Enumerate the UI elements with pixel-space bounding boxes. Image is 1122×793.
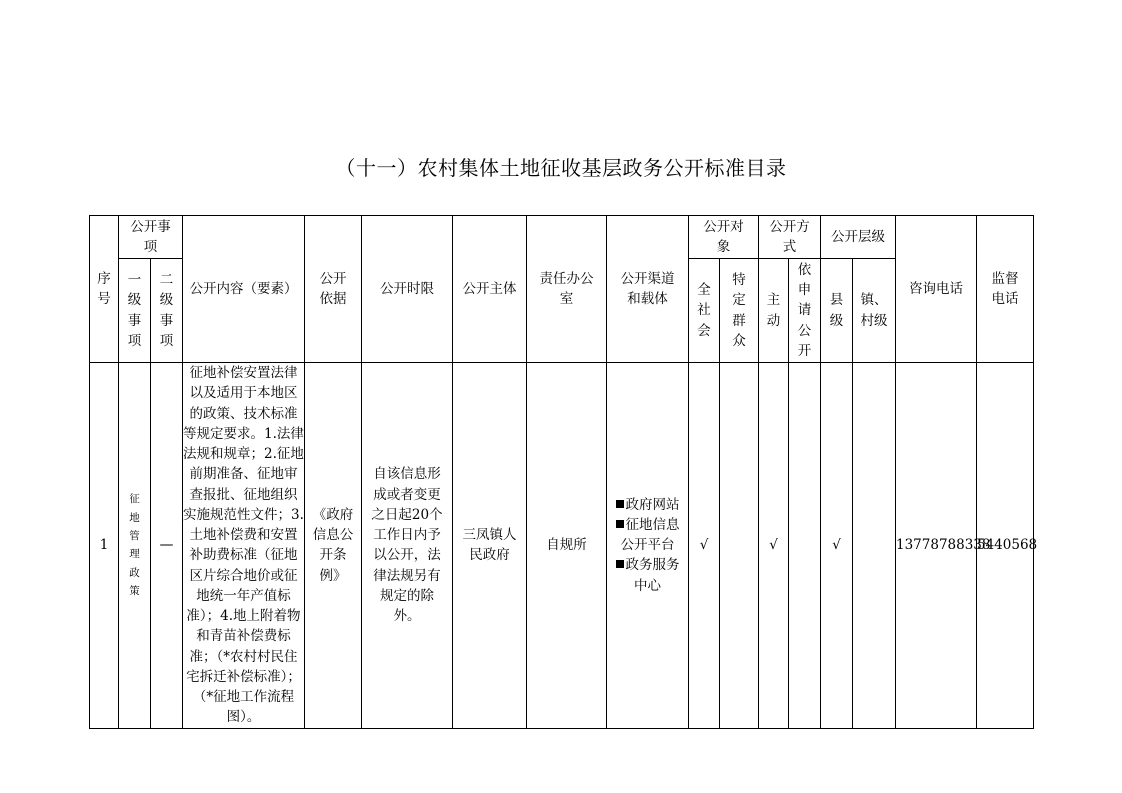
row-consult-phone: 13778788338 bbox=[896, 363, 977, 729]
row-channels bbox=[607, 363, 689, 729]
square-bullet-icon bbox=[616, 520, 624, 528]
row-basis: 《政府信息公开条例》 bbox=[305, 363, 362, 729]
square-bullet-icon bbox=[616, 500, 624, 508]
channel-item: 政务服务中心 bbox=[611, 555, 684, 596]
row-tier-town bbox=[853, 363, 896, 729]
channel-item: 政府网站 bbox=[611, 495, 684, 515]
header-target: 公开对象 bbox=[689, 216, 759, 259]
header-matter: 公开事项 bbox=[119, 216, 183, 259]
header-tier-town: 镇、村级 bbox=[853, 259, 896, 363]
header-basis: 公开依据 bbox=[305, 216, 362, 363]
header-subject: 公开主体 bbox=[453, 216, 527, 363]
header-method-active: 主动 bbox=[759, 259, 789, 363]
row-time-limit: 自该信息形成或者变更之日起20个工作日内予以公开，法律法规另有规定的除外。 bbox=[362, 363, 453, 729]
row-office: 自规所 bbox=[527, 363, 607, 729]
header-method: 公开方式 bbox=[759, 216, 821, 259]
header-tier: 公开层级 bbox=[821, 216, 896, 259]
square-bullet-icon bbox=[616, 560, 624, 568]
row-index: 1 bbox=[90, 363, 119, 729]
header-target-specific: 特定群众 bbox=[720, 259, 759, 363]
page-title: （十一）农村集体土地征收基层政务公开标准目录 bbox=[335, 156, 787, 180]
row-level1: 征地管理政策 bbox=[119, 363, 151, 729]
header-office: 责任办公室 bbox=[527, 216, 607, 363]
table-row bbox=[90, 363, 1034, 729]
header-level1: 一级事项 bbox=[119, 259, 151, 363]
row-target-specific bbox=[720, 363, 759, 729]
header-level2: 二级事项 bbox=[151, 259, 183, 363]
header-target-all: 全社会 bbox=[689, 259, 720, 363]
header-row-1 bbox=[90, 216, 1034, 259]
row-supervise-phone: 5440568 bbox=[977, 363, 1034, 729]
header-method-request: 依申请公开 bbox=[789, 259, 821, 363]
channel-item: 征地信息公开平台 bbox=[611, 515, 684, 556]
row-target-all: √ bbox=[689, 363, 720, 729]
header-channel: 公开渠道和载体 bbox=[607, 216, 689, 363]
header-index: 序号 bbox=[90, 216, 119, 363]
row-method-request bbox=[789, 363, 821, 729]
row-method-active: √ bbox=[759, 363, 789, 729]
header-time-limit: 公开时限 bbox=[362, 216, 453, 363]
header-supervise-phone: 监督电话 bbox=[977, 216, 1034, 363]
row-content: 征地补偿安置法律以及适用于本地区的政策、技术标准等规定要求。1.法律法规和规章；2.征地前期准备、征地审查报批、征地组织实施规范性文件；3.土地补偿费和安置补助费标准（征地区片综合地价或征地统一年产值标准）；4.地上附着物和青苗补偿费标准；（*农村村民住宅拆迁补偿标准）；（*征地工作流程图）。 bbox=[183, 363, 305, 729]
catalog-table bbox=[89, 215, 1038, 729]
row-subject: 三凤镇人民政府 bbox=[453, 363, 527, 729]
header-tier-county: 县级 bbox=[821, 259, 853, 363]
row-tier-county: √ bbox=[821, 363, 853, 729]
row-level2: — bbox=[151, 363, 183, 729]
header-content: 公开内容（要素） bbox=[183, 216, 305, 363]
header-consult-phone: 咨询电话 bbox=[896, 216, 977, 363]
